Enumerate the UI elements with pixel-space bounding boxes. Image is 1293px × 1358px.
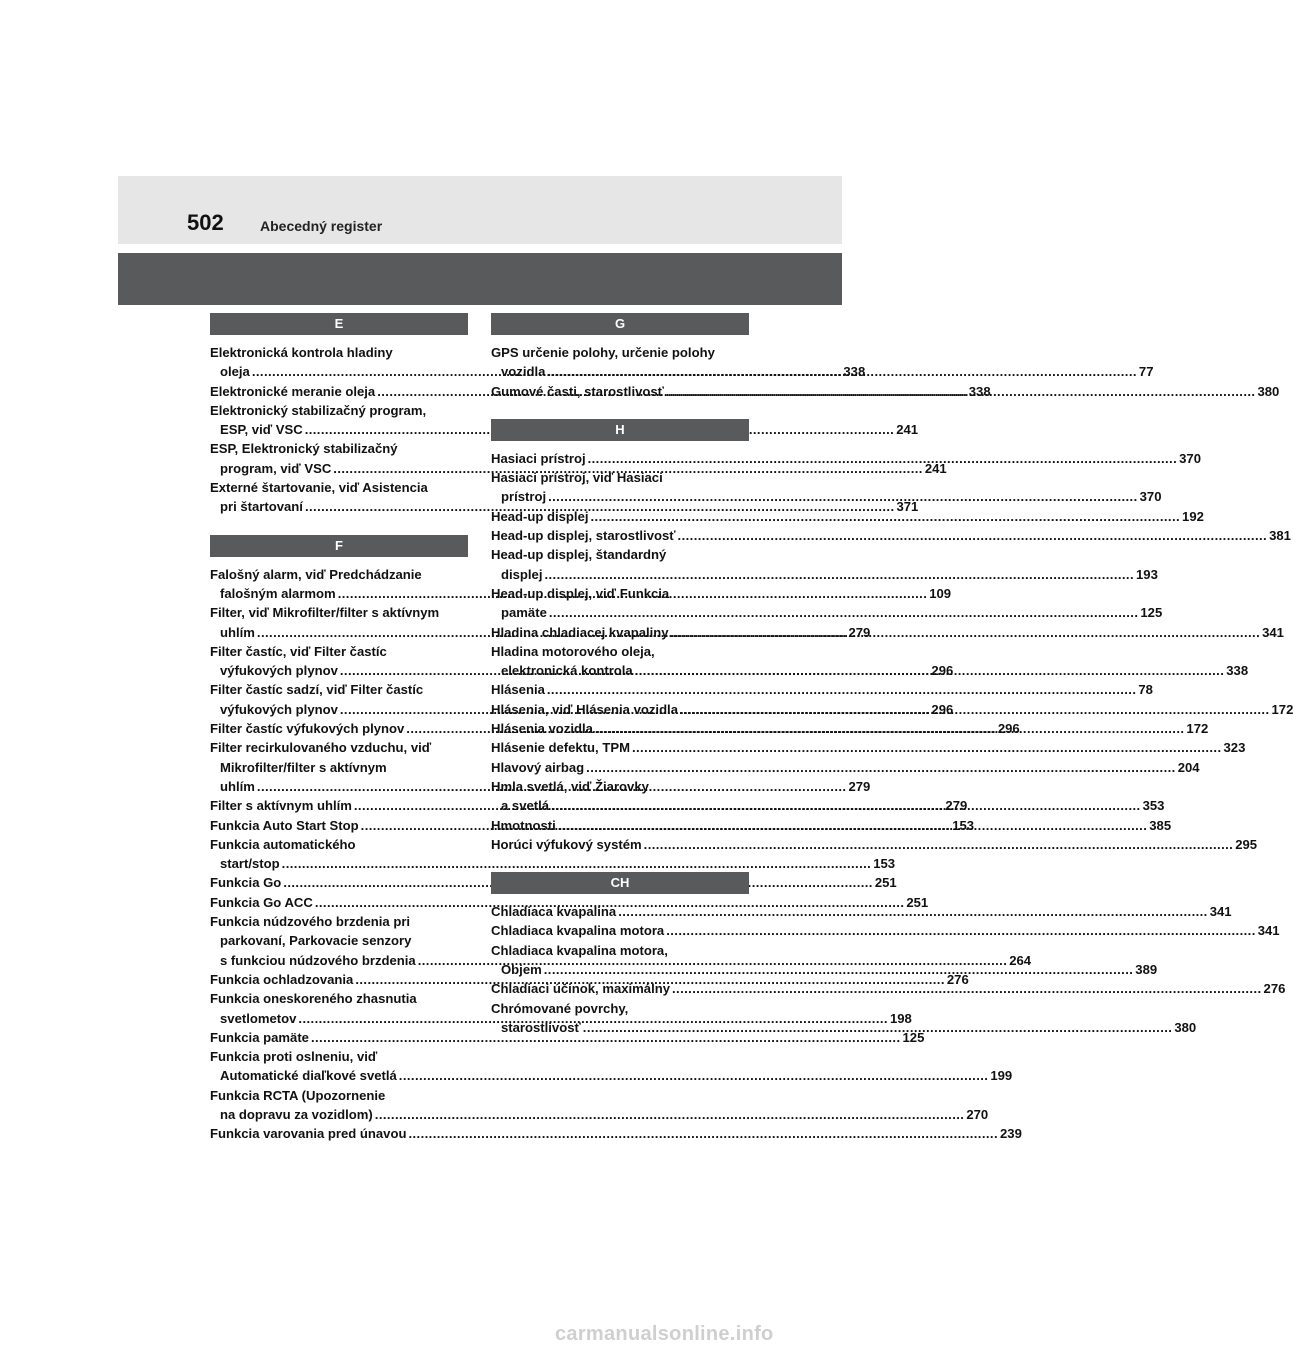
letter-heading: F: [210, 535, 468, 557]
letter-heading: H: [491, 419, 749, 441]
index-entry: [210, 1124, 1022, 1143]
page-reference: 125: [1140, 605, 1163, 621]
index-entry: [210, 1047, 1013, 1086]
entry-text-line: Filter recirkulovaného vzduchu, viď: [210, 740, 432, 756]
entry-text: pri štartovaní: [220, 499, 303, 515]
page-reference: 341: [1257, 923, 1280, 939]
entry-text: Funkcia ochladzovania: [210, 971, 354, 987]
index-entry: [491, 680, 1153, 699]
index-entry: [210, 1086, 989, 1125]
page-reference: 241: [896, 422, 919, 438]
entry-text: výfukových plynov: [220, 663, 338, 679]
entry-text: Gumové časti, starostlivosť: [491, 383, 664, 399]
entry-text: Funkcia Go ACC: [210, 894, 313, 910]
page-reference: 381: [1269, 528, 1291, 544]
page-reference: 109: [929, 585, 952, 601]
page-reference: 341: [1262, 624, 1284, 640]
entry-text-line: Externé štartovanie, viď Asistencia: [210, 480, 428, 496]
entry-text: start/stop: [220, 856, 280, 872]
page-reference: 251: [874, 875, 897, 891]
dot-leader: [632, 740, 1222, 755]
entry-text-line: Elektronická kontrola hladiny: [210, 345, 393, 360]
entry-text: Head-up displej: [491, 508, 589, 524]
index-entry: [491, 835, 1258, 854]
entry-text: elektronická kontrola: [501, 663, 633, 679]
page-reference: 296: [931, 701, 954, 717]
entry-text-line: Head-up displej, štandardný: [491, 547, 667, 563]
dot-leader: [671, 625, 1261, 640]
entry-text: Objem: [501, 962, 542, 978]
dot-leader: [399, 1068, 989, 1083]
dot-leader: [583, 1020, 1173, 1035]
entry-text: pamäte: [501, 605, 547, 621]
index-entry: [491, 921, 1280, 940]
index-entry: [491, 979, 1286, 998]
index-entry: [491, 738, 1246, 757]
page-reference: 193: [1136, 566, 1158, 582]
page-number: 502: [187, 210, 224, 235]
index-entry: [491, 545, 1158, 584]
entry-text: Filter s aktívnym uhlím: [210, 798, 352, 814]
entry-text: Hlásenia vozidla: [491, 721, 593, 737]
letter-heading: G: [491, 313, 749, 335]
page-reference: 380: [1257, 383, 1280, 399]
page-reference: 296: [931, 663, 954, 679]
entry-text: Filter častíc výfukových plynov: [210, 721, 405, 737]
entry-text-line: Filter častíc, viď Filter častíc: [210, 643, 387, 659]
dot-leader: [408, 1126, 998, 1141]
entry-text: prístroj: [501, 489, 547, 505]
dot-leader: [558, 818, 1148, 833]
entry-final-line: [220, 1066, 1013, 1085]
entry-text-line: Hladina motorového oleja,: [491, 643, 655, 659]
page-reference: 338: [1226, 663, 1249, 679]
entry-text: Automatické diaľkové svetlá: [220, 1068, 397, 1084]
entry-text: oleja: [220, 364, 250, 380]
letter-heading: CH: [491, 872, 749, 894]
entry-text-line: Funkcia oneskoreného zhasnutia: [210, 991, 417, 1007]
page-reference: 338: [843, 364, 866, 380]
page-reference: 153: [952, 817, 975, 833]
entry-text: program, viď VSC: [220, 460, 332, 476]
page-reference: 370: [1179, 450, 1201, 466]
entry-text-line: Mikrofilter/filter s aktívnym: [220, 759, 387, 775]
entry-text-line: Chladiaca kvapalina motora,: [491, 942, 668, 958]
entry-text: Hlásenia, viď Hlásenia vozidla: [491, 701, 678, 717]
entry-final-line: [491, 758, 1200, 777]
entry-final-line: [491, 680, 1153, 699]
entry-text-line: Filter, viď Mikrofilter/filter s aktívnym: [210, 605, 440, 621]
entry-final-line: [501, 565, 1158, 584]
entry-text: Funkcia Auto Start Stop: [210, 817, 359, 833]
entry-text: Funkcia pamäte: [210, 1029, 309, 1045]
dot-leader: [549, 605, 1139, 620]
page-reference: 172: [1271, 701, 1293, 717]
entry-text-line: Head-up displej, viď Funkcia: [491, 585, 670, 601]
entry-text: na dopravu za vozidlom): [220, 1106, 373, 1122]
entry-text-line: Chrómované povrchy,: [491, 1000, 629, 1016]
page-reference: 241: [924, 460, 947, 476]
entry-final-line: [210, 1028, 925, 1047]
index-entry: [491, 526, 1291, 545]
entry-text: výfukových plynov: [220, 701, 338, 717]
dot-leader: [666, 384, 1256, 399]
entry-final-line: [501, 487, 1162, 506]
entry-text-line: Filter častíc sadzí, viď Filter častíc: [210, 682, 424, 698]
dot-leader: [588, 451, 1178, 466]
dot-leader: [547, 364, 1137, 379]
dot-leader: [544, 962, 1134, 977]
page-reference: 323: [1223, 740, 1246, 756]
entry-text-line: Hmla svetlá, viď Žiarovky: [491, 778, 649, 794]
page-reference: 192: [1182, 508, 1204, 524]
entry-text-line: Funkcia núdzového brzdenia pri: [210, 914, 411, 930]
entry-text: s funkciou núdzového brzdenia: [220, 952, 416, 968]
section-title: Abecedný register: [260, 218, 383, 234]
page-reference: 279: [848, 624, 871, 640]
index-entry: [210, 401, 919, 440]
entry-final-line: [491, 526, 1291, 545]
page-reference: 77: [1138, 364, 1154, 380]
page-reference: 380: [1174, 1019, 1197, 1035]
entry-text: Elektronické meranie oleja: [210, 383, 376, 399]
dot-leader: [618, 904, 1208, 919]
dot-leader: [678, 528, 1268, 543]
page-reference: 239: [1000, 1126, 1022, 1142]
entry-text: falošným alarmom: [220, 585, 336, 601]
page-reference: 295: [1235, 836, 1258, 852]
entry-text: uhlím: [220, 624, 255, 640]
entry-text-line: Hasiaci prístroj, viď Hasiaci: [491, 470, 663, 486]
page-reference: 264: [1009, 952, 1032, 968]
dot-leader: [680, 702, 1270, 717]
entry-text: vozidla: [501, 364, 546, 380]
page-reference: 251: [906, 894, 929, 910]
entry-text: Head-up displej, starostlivosť: [491, 528, 676, 544]
entry-text: Hlavový airbag: [491, 759, 585, 775]
page-reference: 78: [1138, 682, 1153, 698]
entry-final-line: [220, 1105, 989, 1124]
entry-final-line: [501, 603, 1163, 622]
entry-text: Chladiaca kvapalina: [491, 904, 617, 920]
page-reference: 199: [990, 1068, 1013, 1084]
page-reference: 370: [1139, 489, 1162, 505]
entry-text: svetlometov: [220, 1010, 297, 1026]
page-reference: 371: [896, 499, 919, 515]
page-reference: 172: [1186, 721, 1209, 737]
entry-text: a svetlá: [501, 798, 550, 814]
entry-text-line: Funkcia proti oslneniu, viď: [210, 1049, 378, 1065]
page-reference: 341: [1209, 904, 1232, 920]
entry-text: displej: [501, 566, 543, 582]
page-reference: 389: [1135, 962, 1158, 978]
entry-text: Chladiaci účinok, maximálny: [491, 981, 671, 997]
entry-text: Hlásenie defektu, TPM: [491, 740, 630, 756]
page-reference: 153: [873, 856, 896, 872]
entry-text: ESP, viď VSC: [220, 422, 303, 438]
page-reference: 198: [889, 1010, 912, 1026]
dot-leader: [586, 760, 1176, 775]
dot-leader: [672, 981, 1262, 996]
entry-text: starostlivosť: [501, 1019, 581, 1035]
dot-leader: [544, 567, 1134, 582]
page-reference: 279: [848, 778, 871, 794]
entry-text: Funkcia Go: [210, 875, 282, 891]
entry-text: Hladina chladiacej kvapaliny: [491, 624, 669, 640]
entry-text-line: Falošný alarm, viď Predchádzanie: [210, 566, 422, 582]
dot-leader: [644, 837, 1234, 852]
entry-final-line: [491, 835, 1258, 854]
header-band: [118, 176, 842, 244]
entry-text: Horúci výfukový systém: [491, 836, 642, 852]
entry-text: Funkcia varovania pred únavou: [210, 1126, 407, 1142]
dot-leader: [375, 1107, 965, 1122]
entry-final-line: [491, 921, 1280, 940]
page-reference: 279: [945, 798, 968, 814]
page-reference: 125: [902, 1029, 925, 1045]
entry-text: Hlásenia: [491, 682, 545, 698]
dot-leader: [551, 798, 1141, 813]
entry-text: Hasiaci prístroj: [491, 450, 586, 466]
page-reference: 270: [966, 1106, 989, 1122]
page-reference: 276: [946, 971, 969, 987]
entry-text: Hmotnosti: [491, 817, 556, 833]
entry-text-line: Funkcia RCTA (Upozornenie: [210, 1087, 386, 1103]
entry-text-line: ESP, Elektronický stabilizačný: [210, 441, 398, 457]
dot-leader: [666, 923, 1256, 938]
page-reference: 338: [968, 383, 991, 399]
page-reference: 385: [1149, 817, 1172, 833]
index-entry: [210, 1028, 925, 1047]
entry-final-line: [210, 1124, 1022, 1143]
dot-leader: [595, 721, 1185, 736]
dot-leader: [548, 489, 1138, 504]
entry-final-line: [220, 854, 896, 873]
entry-text-line: Elektronický stabilizačný program,: [210, 402, 427, 418]
index-entry: [491, 758, 1200, 777]
entry-final-line: [491, 979, 1286, 998]
watermark: carmanualsonline.info: [555, 1323, 774, 1345]
entry-text: Chladiaca kvapalina motora: [491, 923, 665, 939]
entry-text-line: Funkcia automatického: [210, 836, 356, 852]
header-dark-bar: [118, 253, 842, 305]
dot-leader: [591, 509, 1181, 524]
entry-final-line: [491, 738, 1246, 757]
dot-leader: [547, 682, 1137, 697]
dot-leader: [635, 663, 1225, 678]
page-reference: 353: [1142, 798, 1165, 814]
entry-text-line: GPS určenie polohy, určenie polohy: [491, 345, 715, 360]
entry-final-line: [220, 420, 919, 439]
page-reference: 296: [997, 721, 1020, 737]
letter-heading: E: [210, 313, 468, 335]
entry-text-line: parkovaní, Parkovacie senzory: [220, 933, 412, 949]
page-reference: 276: [1263, 981, 1286, 997]
page-reference: 204: [1177, 759, 1200, 775]
entry-text: uhlím: [220, 778, 255, 794]
